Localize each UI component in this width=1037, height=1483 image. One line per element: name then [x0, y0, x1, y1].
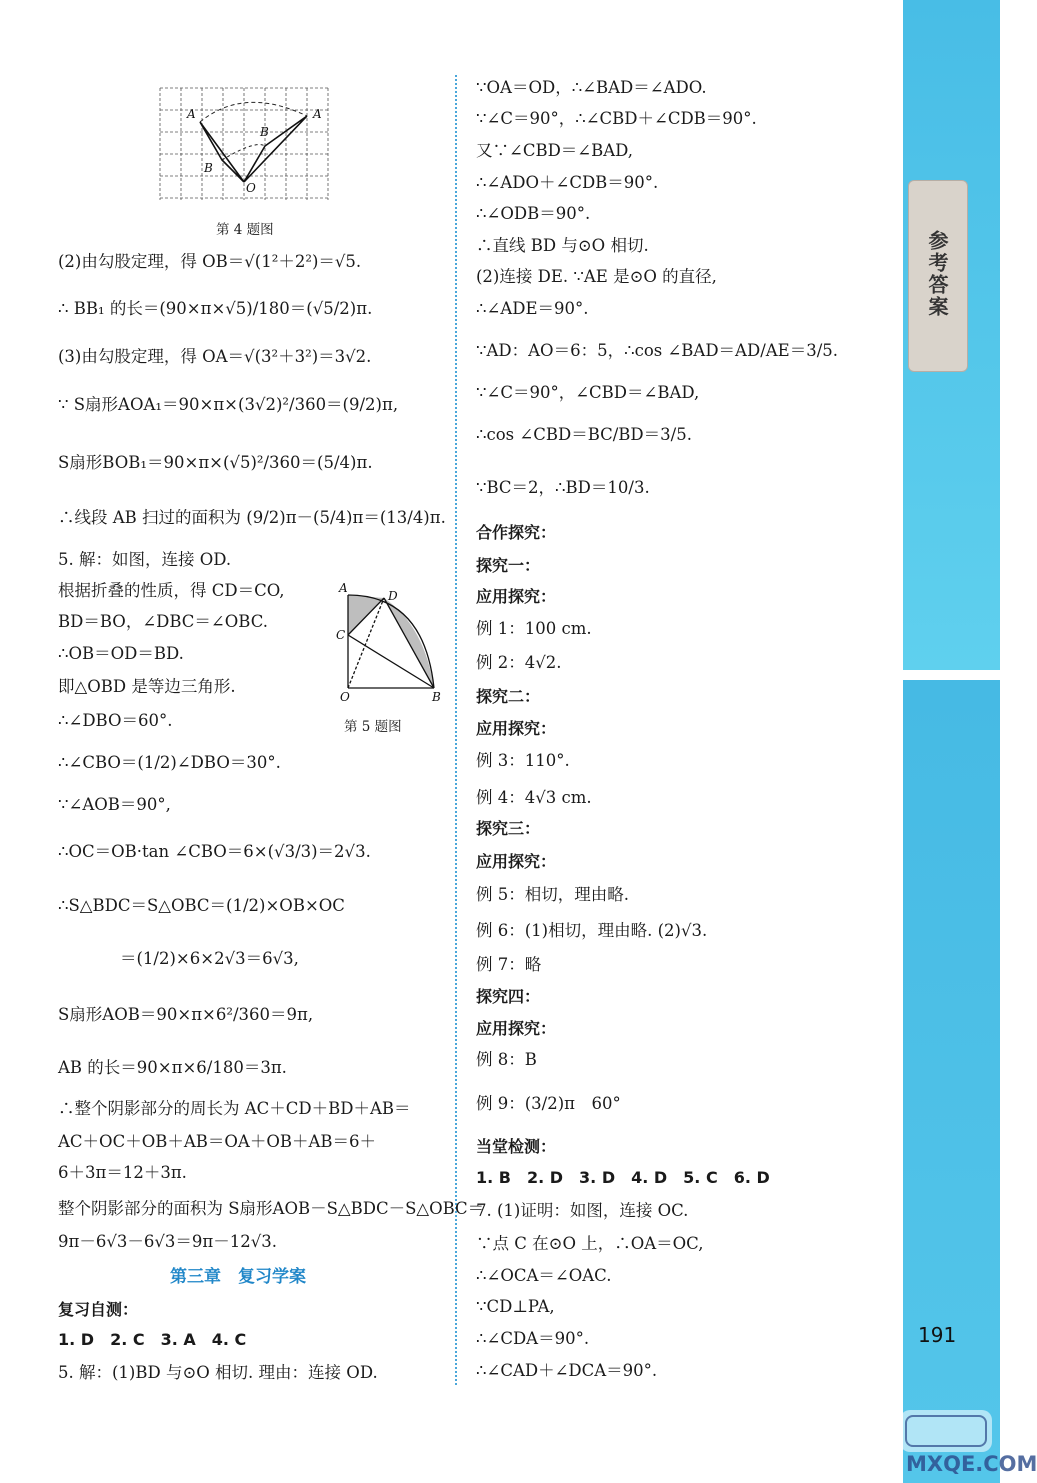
answer-line: 例 5：相切，理由略.	[476, 885, 629, 904]
answer-line: ∵OA＝OD，∴∠BAD＝∠ADO.	[476, 78, 707, 97]
page-number: 191	[918, 1323, 957, 1347]
fig4-label-b1: B	[260, 125, 269, 139]
answer-line: ∴∠ODB＝90°.	[476, 204, 591, 223]
answer-line: 5. 解：如图，连接 OD.	[58, 550, 232, 569]
answer-section-tab-label: 参考答案	[925, 230, 949, 318]
answer-line: ∵∠C＝90°，∠CBD＝∠BAD,	[476, 383, 700, 402]
answer-line: (3)由勾股定理，得 OA＝√(3²＋3²)＝3√2.	[58, 347, 372, 366]
fig4-label-a: A	[187, 107, 196, 121]
section-heading: 应用探究：	[476, 852, 557, 871]
section-heading: 探究一：	[476, 556, 541, 575]
answer-line: ∵ S扇形AOA₁＝90×π×(3√2)²/360＝(9/2)π,	[58, 395, 399, 414]
fig5-label-o: O	[340, 690, 350, 704]
answer-line: ∵AD：AO＝6：5，∴cos ∠BAD＝AD/AE＝3/5.	[476, 341, 839, 360]
answer-line: 7. (1)证明：如图，连接 OC.	[476, 1201, 689, 1220]
answer-line: (2)连接 DE. ∵AE 是⊙O 的直径,	[476, 267, 717, 286]
answer-line: ∴∠CDA＝90°.	[476, 1329, 590, 1348]
answer-line: ∵点 C 在⊙O 上，∴OA＝OC,	[476, 1234, 704, 1253]
answer-line: S扇形AOB＝90×π×6²/360＝9π,	[58, 1005, 314, 1024]
figure-5-caption: 第 5 题图	[344, 719, 402, 735]
answer-line: (2)由勾股定理，得 OB＝√(1²＋2²)＝√5.	[58, 252, 362, 271]
answer-line: 例 6：(1)相切，理由略. (2)√3.	[476, 921, 708, 940]
figure-5-quarter-circle-diagram	[336, 580, 446, 705]
answer-line: 6＋3π＝12＋3π.	[58, 1163, 187, 1182]
answer-line: S扇形BOB₁＝90×π×(√5)²/360＝(5/4)π.	[58, 453, 373, 472]
answer-line: 例 1：100 cm.	[476, 619, 592, 638]
answer-line: 5. 解：(1)BD 与⊙O 相切. 理由：连接 OD.	[58, 1363, 378, 1382]
answer-line: ＝(1/2)×6×2√3＝6√3,	[120, 949, 299, 968]
answer-line: 9π－6√3－6√3＝9π－12√3.	[58, 1232, 277, 1251]
answer-line: ∴cos ∠CBD＝BC/BD＝3/5.	[476, 425, 692, 444]
watermark-text: MXQE.COM	[906, 1452, 1037, 1476]
fig5-label-c: C	[336, 628, 346, 642]
answer-line: 例 4：4√3 cm.	[476, 788, 592, 807]
answer-line: 1. D 2. C 3. A 4. C	[58, 1330, 247, 1349]
answer-line: ∴∠OCA＝∠OAC.	[476, 1266, 612, 1285]
fig4-label-o: O	[246, 181, 256, 195]
answer-line: ∴线段 AB 扫过的面积为 (9/2)π－(5/4)π＝(13/4)π.	[58, 508, 446, 527]
answer-line: ∴∠ADO＋∠CDB＝90°.	[476, 173, 659, 192]
answer-line: 例 9：(3/2)π 60°	[476, 1094, 621, 1113]
answer-line: ∴∠ADE＝90°.	[476, 299, 589, 318]
answer-line: ∵CD⊥PA,	[476, 1297, 555, 1316]
answer-line: BD＝BO，∠DBC＝∠OBC.	[58, 612, 268, 631]
answer-line: ∴ BB₁ 的长＝(90×π×√5)/180＝(√5/2)π.	[58, 299, 373, 318]
answer-line: AC＋OC＋OB＋AB＝OA＋OB＋AB＝6＋	[58, 1132, 377, 1151]
answer-line: ∵BC＝2，∴BD＝10/3.	[476, 478, 650, 497]
answer-line: ∴OB＝OD＝BD.	[58, 644, 184, 663]
section-heading: 应用探究：	[476, 587, 557, 606]
answer-line: 整个阴影部分的面积为 S扇形AOB－S△BDC－S△OBC＝	[58, 1199, 485, 1218]
section-heading: 复习自测：	[58, 1300, 139, 1319]
chapter-heading: 第三章 复习学案	[170, 1267, 306, 1287]
answer-line: ∴直线 BD 与⊙O 相切.	[476, 236, 649, 255]
section-heading: 探究四：	[476, 987, 541, 1006]
answer-line: 1. B 2. D 3. D 4. D 5. C 6. D	[476, 1168, 770, 1187]
section-heading: 应用探究：	[476, 1019, 557, 1038]
answer-line: ∴OC＝OB·tan ∠CBO＝6×(√3/3)＝2√3.	[58, 842, 371, 861]
section-heading: 合作探究：	[476, 523, 557, 542]
answer-line: ∵∠AOB＝90°,	[58, 795, 171, 814]
figure-4-grid-diagram	[160, 88, 335, 203]
answer-line: AB 的长＝90×π×6/180＝3π.	[58, 1058, 287, 1077]
answer-line: ∵∠C＝90°，∴∠CBD＋∠CDB＝90°.	[476, 109, 757, 128]
fig4-label-b: B	[204, 161, 213, 175]
answer-line: 例 8：B	[476, 1050, 537, 1069]
section-heading: 应用探究：	[476, 719, 557, 738]
answer-line: 例 3：110°.	[476, 751, 570, 770]
answer-line: ∴∠DBO＝60°.	[58, 711, 173, 730]
sidebar-band-bottom	[903, 680, 1000, 1483]
section-heading: 探究二：	[476, 687, 541, 706]
fig5-label-a: A	[339, 581, 348, 595]
fig4-label-a1: A	[313, 107, 322, 121]
answer-line: ∴∠CBO＝(1/2)∠DBO＝30°.	[58, 753, 281, 772]
answer-line: 例 7：略	[476, 955, 542, 974]
answer-line: ∴S△BDC＝S△OBC＝(1/2)×OB×OC	[58, 896, 345, 915]
answer-line: ∴∠CAD＋∠DCA＝90°.	[476, 1361, 658, 1380]
answer-line: 根据折叠的性质，得 CD＝CO,	[58, 581, 285, 600]
fig5-label-d: D	[388, 589, 398, 603]
answer-line: ∴整个阴影部分的周长为 AC＋CD＋BD＋AB＝	[58, 1099, 411, 1118]
answer-line: 又∵∠CBD＝∠BAD,	[476, 141, 634, 160]
section-heading: 当堂检测：	[476, 1137, 557, 1156]
figure-4-caption: 第 4 题图	[216, 222, 274, 238]
fig5-label-b: B	[432, 690, 441, 704]
answer-line: 即△OBD 是等边三角形.	[58, 677, 236, 696]
answer-line: 例 2：4√2.	[476, 653, 562, 672]
column-divider	[455, 75, 457, 1385]
section-heading: 探究三：	[476, 819, 541, 838]
